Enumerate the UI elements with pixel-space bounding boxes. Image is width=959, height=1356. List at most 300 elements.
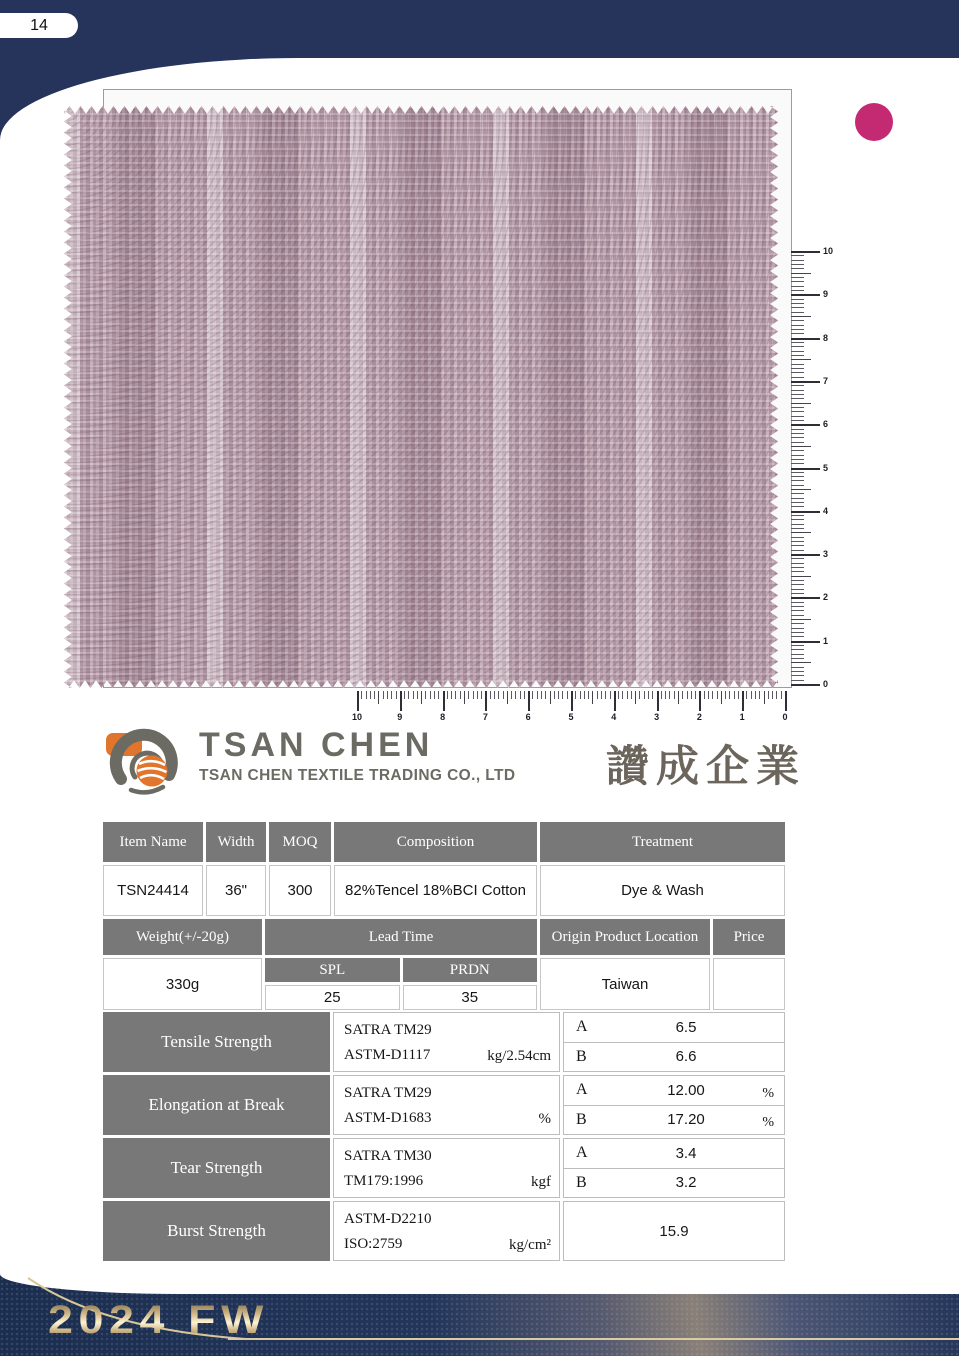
ruler-label: 4	[823, 505, 829, 516]
ruler-tick	[791, 390, 804, 391]
ruler-tick	[791, 506, 804, 507]
elongation-label: Elongation at Break	[103, 1075, 330, 1135]
ruler-tick	[791, 463, 804, 464]
ruler-tick	[791, 290, 804, 291]
ruler-tick	[791, 615, 804, 616]
ruler-tick	[725, 691, 726, 699]
ruler-tick	[481, 691, 482, 699]
value-moq: 300	[269, 865, 331, 916]
ruler-tick	[571, 691, 573, 711]
header-composition: Composition	[334, 822, 537, 862]
row-key: B	[576, 1047, 587, 1065]
ruler-tick	[554, 691, 555, 699]
ruler-tick	[791, 286, 804, 287]
ruler-tick	[791, 589, 804, 590]
row-key: B	[576, 1173, 587, 1191]
ruler-tick	[759, 691, 760, 699]
ruler-tick	[791, 662, 811, 663]
ruler-tick	[791, 545, 804, 546]
ruler-tick	[614, 691, 616, 711]
ruler-tick	[791, 671, 804, 672]
ruler-tick	[791, 420, 804, 421]
ruler-label: 2	[696, 712, 702, 722]
header-lead-time: Lead Time	[265, 919, 537, 955]
ruler-tick	[721, 691, 722, 704]
ruler-tick	[791, 632, 804, 633]
ruler-tick	[791, 403, 811, 404]
ruler-tick	[791, 377, 804, 378]
ruler-tick	[447, 691, 448, 699]
ruler-tick	[562, 691, 563, 699]
ruler-tick	[520, 691, 521, 699]
page-number-tab	[0, 13, 78, 38]
ruler-label: 5	[568, 712, 574, 722]
brand-name: TSAN CHEN	[199, 726, 434, 764]
ruler-tick	[791, 407, 804, 408]
ruler-tick	[592, 691, 593, 704]
elongation-values	[563, 1075, 785, 1135]
fabric-swatch	[64, 106, 778, 688]
ruler-tick	[712, 691, 713, 699]
ruler-tick	[791, 351, 804, 352]
burst-methods	[333, 1201, 560, 1261]
value-price	[713, 958, 785, 1010]
ruler-tick	[791, 411, 804, 412]
ruler-tick	[781, 691, 782, 699]
method-line: ISO:2759	[344, 1236, 403, 1252]
ruler-tick	[791, 277, 804, 278]
ruler-tick	[791, 325, 804, 326]
ruler-tick	[791, 355, 804, 356]
ruler-tick	[791, 268, 804, 269]
ruler-tick	[669, 691, 670, 699]
ruler-tick	[631, 691, 632, 699]
ruler-tick	[791, 476, 804, 477]
ruler-tick	[791, 251, 820, 253]
ruler-tick	[791, 416, 804, 417]
unit-label: kg/2.54cm	[487, 1048, 551, 1064]
tensile-methods	[333, 1012, 560, 1072]
ruler-tick	[657, 691, 659, 711]
value-a: 6.5	[675, 1018, 697, 1036]
ruler-tick	[498, 691, 499, 699]
ruler-label: 3	[654, 712, 660, 722]
method-line: ASTM-D1683	[344, 1110, 432, 1126]
ruler-tick	[378, 691, 379, 704]
horizontal-ruler	[351, 691, 788, 722]
ruler-tick	[791, 580, 804, 581]
ruler-tick	[791, 576, 811, 577]
ruler-tick	[541, 691, 542, 699]
value-b: 17.20	[667, 1111, 705, 1129]
brand-block	[105, 724, 515, 798]
ruler-tick	[791, 654, 804, 655]
value-treatment: Dye & Wash	[540, 865, 785, 916]
ruler-tick	[430, 691, 431, 699]
ruler-tick	[791, 619, 811, 620]
row-key: A	[576, 1081, 588, 1099]
ruler-tick	[391, 691, 392, 699]
header-origin: Origin Product Location	[540, 919, 710, 955]
ruler-tick	[734, 691, 735, 699]
header-prdn: PRDN	[403, 958, 538, 982]
method-line: SATRA TM30	[344, 1148, 432, 1164]
burst-strength-row	[103, 1201, 785, 1261]
ruler-label: 9	[397, 712, 403, 722]
company-logo-icon	[105, 724, 185, 798]
ruler-tick	[695, 691, 696, 699]
ruler-tick	[383, 691, 384, 699]
value-a: 3.4	[675, 1144, 697, 1162]
ruler-tick	[438, 691, 439, 699]
ruler-tick	[785, 691, 787, 711]
ruler-tick	[580, 691, 581, 699]
ruler-tick	[791, 320, 804, 321]
ruler-tick	[575, 691, 576, 699]
ruler-tick	[408, 691, 409, 699]
ruler-tick	[618, 691, 619, 699]
ruler-tick	[791, 567, 804, 568]
ruler-tick	[425, 691, 426, 699]
ruler-tick	[370, 691, 371, 699]
method-line: SATRA TM29	[344, 1085, 432, 1101]
ruler-tick	[791, 485, 804, 486]
ruler-tick	[791, 680, 804, 681]
ruler-tick	[791, 346, 804, 347]
ruler-tick	[791, 554, 820, 556]
ruler-tick	[507, 691, 508, 704]
ruler-tick	[532, 691, 533, 699]
ruler-tick	[791, 294, 820, 296]
ruler-label: 2	[823, 592, 829, 603]
ruler-tick	[791, 385, 804, 386]
ruler-label: 0	[782, 712, 788, 722]
ruler-tick	[648, 691, 649, 699]
ruler-label: 5	[823, 462, 829, 473]
ruler-tick	[494, 691, 495, 699]
value-a: 12.00	[667, 1081, 705, 1099]
ruler-tick	[558, 691, 559, 699]
ruler-tick	[791, 649, 804, 650]
ruler-tick	[791, 368, 804, 369]
ruler-label: 7	[482, 712, 488, 722]
ruler-tick	[764, 691, 765, 704]
ruler-label: 10	[823, 246, 834, 256]
ruler-label: 9	[823, 289, 829, 300]
ruler-label: 3	[823, 549, 829, 560]
ruler-label: 1	[823, 635, 829, 646]
tear-strength-row	[103, 1138, 785, 1198]
ruler-tick	[567, 691, 568, 699]
unit-label: kg/cm²	[509, 1237, 551, 1253]
ruler-tick	[451, 691, 452, 699]
ruler-tick	[791, 398, 804, 399]
ruler-tick	[477, 691, 478, 699]
ruler-label: 4	[611, 712, 617, 722]
ruler-tick	[699, 691, 701, 711]
ruler-tick	[791, 571, 804, 572]
value-origin: Taiwan	[540, 958, 710, 1010]
ruler-tick	[791, 394, 804, 395]
tear-values	[563, 1138, 785, 1198]
ruler-tick	[413, 691, 414, 699]
method-line: SATRA TM29	[344, 1022, 432, 1038]
ruler-tick	[791, 537, 804, 538]
ruler-tick	[597, 691, 598, 699]
tensile-strength-row	[103, 1012, 785, 1072]
footer-gold-line	[228, 1338, 959, 1340]
ruler-tick	[682, 691, 683, 699]
strength-table	[103, 1012, 785, 1264]
ruler-tick	[588, 691, 589, 699]
method-line: TM179:1996	[344, 1173, 424, 1189]
burst-values	[563, 1201, 785, 1261]
ruler-tick	[791, 307, 804, 308]
ruler-tick	[455, 691, 456, 699]
value-composition: 82%Tencel 18%BCI Cotton	[334, 865, 537, 916]
ruler-tick	[729, 691, 730, 699]
ruler-tick	[791, 372, 804, 373]
ruler-tick	[746, 691, 747, 699]
ruler-tick	[768, 691, 769, 699]
ruler-tick	[460, 691, 461, 699]
ruler-label: 6	[823, 419, 829, 430]
ruler-tick	[791, 584, 804, 585]
ruler-label: 1	[739, 712, 745, 722]
ruler-tick	[627, 691, 628, 699]
ruler-tick	[791, 312, 804, 313]
ruler-tick	[755, 691, 756, 699]
ruler-tick	[772, 691, 773, 699]
burst-label: Burst Strength	[103, 1201, 330, 1261]
ruler-tick	[791, 636, 804, 637]
ruler-tick	[791, 359, 811, 360]
ruler-tick	[791, 641, 820, 643]
ruler-tick	[387, 691, 388, 699]
ruler-tick	[776, 691, 777, 699]
header-moq: MOQ	[269, 822, 331, 862]
ruler-tick	[791, 658, 804, 659]
row-key: B	[576, 1110, 587, 1128]
value-spl: 25	[265, 985, 400, 1010]
ruler-tick	[652, 691, 653, 699]
ruler-label: 6	[525, 712, 531, 722]
value-b: 3.2	[675, 1174, 697, 1192]
ruler-tick	[485, 691, 487, 711]
ruler-tick	[791, 628, 804, 629]
percent-label: %	[762, 1115, 774, 1130]
ruler-tick	[791, 675, 804, 676]
ruler-tick	[400, 691, 402, 711]
ruler-tick	[791, 606, 804, 607]
ruler-tick	[791, 480, 804, 481]
ruler-tick	[791, 519, 804, 520]
ruler-tick	[473, 691, 474, 699]
ruler-tick	[791, 255, 804, 256]
ruler-label: 10	[351, 712, 363, 722]
elongation-methods	[333, 1075, 560, 1135]
header-item-name: Item Name	[103, 822, 203, 862]
ruler-tick	[742, 691, 744, 711]
ruler-tick	[791, 364, 804, 365]
ruler-tick	[515, 691, 516, 699]
ruler-tick	[708, 691, 709, 699]
unit-label: kgf	[531, 1174, 551, 1190]
ruler-tick	[791, 281, 804, 282]
ruler-tick	[791, 558, 804, 559]
ruler-tick	[691, 691, 692, 699]
ruler-tick	[791, 541, 804, 542]
ruler-tick	[674, 691, 675, 699]
ruler-tick	[468, 691, 469, 699]
ruler-tick	[678, 691, 679, 704]
ruler-label: 8	[823, 332, 829, 343]
spec-value-row-2	[103, 958, 785, 1010]
unit-label: %	[538, 1111, 551, 1127]
ruler-tick	[791, 450, 804, 451]
ruler-tick	[545, 691, 546, 699]
ruler-tick	[717, 691, 718, 699]
header-price: Price	[713, 919, 785, 955]
header-weight: Weight(+/-20g)	[103, 919, 262, 955]
ruler-tick	[791, 303, 804, 304]
ruler-tick	[644, 691, 645, 699]
ruler-tick	[361, 691, 362, 699]
ruler-tick	[524, 691, 525, 699]
ruler-tick	[791, 342, 804, 343]
ruler-tick	[791, 437, 804, 438]
header-treatment: Treatment	[540, 822, 785, 862]
elongation-row	[103, 1075, 785, 1135]
spec-table	[103, 822, 785, 1012]
ruler-label: 7	[823, 375, 829, 386]
ruler-tick	[791, 468, 820, 470]
tear-methods	[333, 1138, 560, 1198]
ruler-tick	[404, 691, 405, 699]
ruler-tick	[791, 489, 811, 490]
row-key: A	[576, 1018, 588, 1036]
spec-value-row	[103, 865, 785, 916]
ruler-tick	[791, 433, 804, 434]
tear-label: Tear Strength	[103, 1138, 330, 1198]
ruler-tick	[791, 424, 820, 426]
ruler-tick	[366, 691, 367, 699]
ruler-tick	[443, 691, 445, 711]
ruler-tick	[791, 667, 804, 668]
ruler-tick	[791, 515, 804, 516]
tensile-values	[563, 1012, 785, 1072]
ruler-tick	[490, 691, 491, 699]
ruler-tick	[610, 691, 611, 699]
ruler-tick	[537, 691, 538, 699]
ruler-tick	[511, 691, 512, 699]
ruler-label: 0	[823, 679, 829, 689]
ruler-tick	[791, 273, 811, 274]
value-item-name: TSN24414	[103, 865, 203, 916]
value-width: 36"	[206, 865, 266, 916]
ruler-tick	[791, 316, 811, 317]
ruler-tick	[791, 498, 804, 499]
percent-label: %	[762, 1085, 774, 1101]
ruler-tick	[791, 493, 804, 494]
ruler-tick	[622, 691, 623, 699]
ruler-tick	[791, 260, 804, 261]
ruler-tick	[421, 691, 422, 704]
ruler-tick	[791, 610, 804, 611]
ruler-tick	[464, 691, 465, 704]
header-spl: SPL	[265, 958, 400, 982]
color-indicator-dot	[855, 103, 893, 141]
ruler-tick	[791, 593, 804, 594]
ruler-tick	[374, 691, 375, 699]
ruler-tick	[704, 691, 705, 699]
vertical-ruler	[791, 246, 837, 693]
ruler-tick	[791, 645, 804, 646]
value-weight: 330g	[103, 958, 262, 1010]
lead-time-block	[265, 958, 537, 1010]
tensile-label: Tensile Strength	[103, 1012, 330, 1072]
ruler-tick	[791, 502, 804, 503]
ruler-tick	[584, 691, 585, 699]
ruler-tick	[791, 602, 804, 603]
header-width: Width	[206, 822, 266, 862]
ruler-tick	[791, 684, 820, 686]
ruler-tick	[791, 429, 804, 430]
ruler-tick	[791, 597, 820, 599]
ruler-tick	[791, 532, 811, 533]
ruler-tick	[791, 623, 804, 624]
ruler-tick	[396, 691, 397, 699]
ruler-tick	[791, 524, 804, 525]
ruler-tick	[738, 691, 739, 699]
ruler-tick	[661, 691, 662, 699]
ruler-tick	[665, 691, 666, 699]
ruler-tick	[791, 511, 820, 513]
spec-header-row	[103, 822, 785, 862]
brand-name-chinese: 讚成企業	[606, 742, 806, 792]
ruler-tick	[434, 691, 435, 699]
ruler-tick	[791, 459, 804, 460]
ruler-tick	[791, 528, 804, 529]
ruler-tick	[791, 381, 820, 383]
ruler-tick	[528, 691, 530, 711]
ruler-tick	[791, 550, 804, 551]
value-b: 6.6	[675, 1048, 697, 1066]
ruler-tick	[639, 691, 640, 699]
spec-header-row-2	[103, 919, 785, 955]
ruler-tick	[791, 563, 804, 564]
ruler-tick	[605, 691, 606, 699]
ruler-tick	[791, 455, 804, 456]
ruler-tick	[791, 264, 804, 265]
value-single: 15.9	[659, 1222, 689, 1240]
ruler-tick	[417, 691, 418, 699]
ruler-tick	[791, 299, 804, 300]
ruler-tick	[791, 442, 804, 443]
ruler-tick	[791, 472, 804, 473]
ruler-tick	[601, 691, 602, 699]
ruler-tick	[550, 691, 551, 704]
season-label: 2024 FW	[48, 1298, 269, 1342]
ruler-tick	[687, 691, 688, 699]
ruler-tick	[635, 691, 636, 704]
brand-subtitle: TSAN CHEN TEXTILE TRADING CO., LTD	[199, 766, 516, 784]
ruler-label: 8	[440, 712, 446, 722]
row-key: A	[576, 1144, 588, 1162]
page-number: 14	[30, 16, 48, 34]
ruler-tick	[791, 329, 804, 330]
ruler-tick	[791, 446, 811, 447]
